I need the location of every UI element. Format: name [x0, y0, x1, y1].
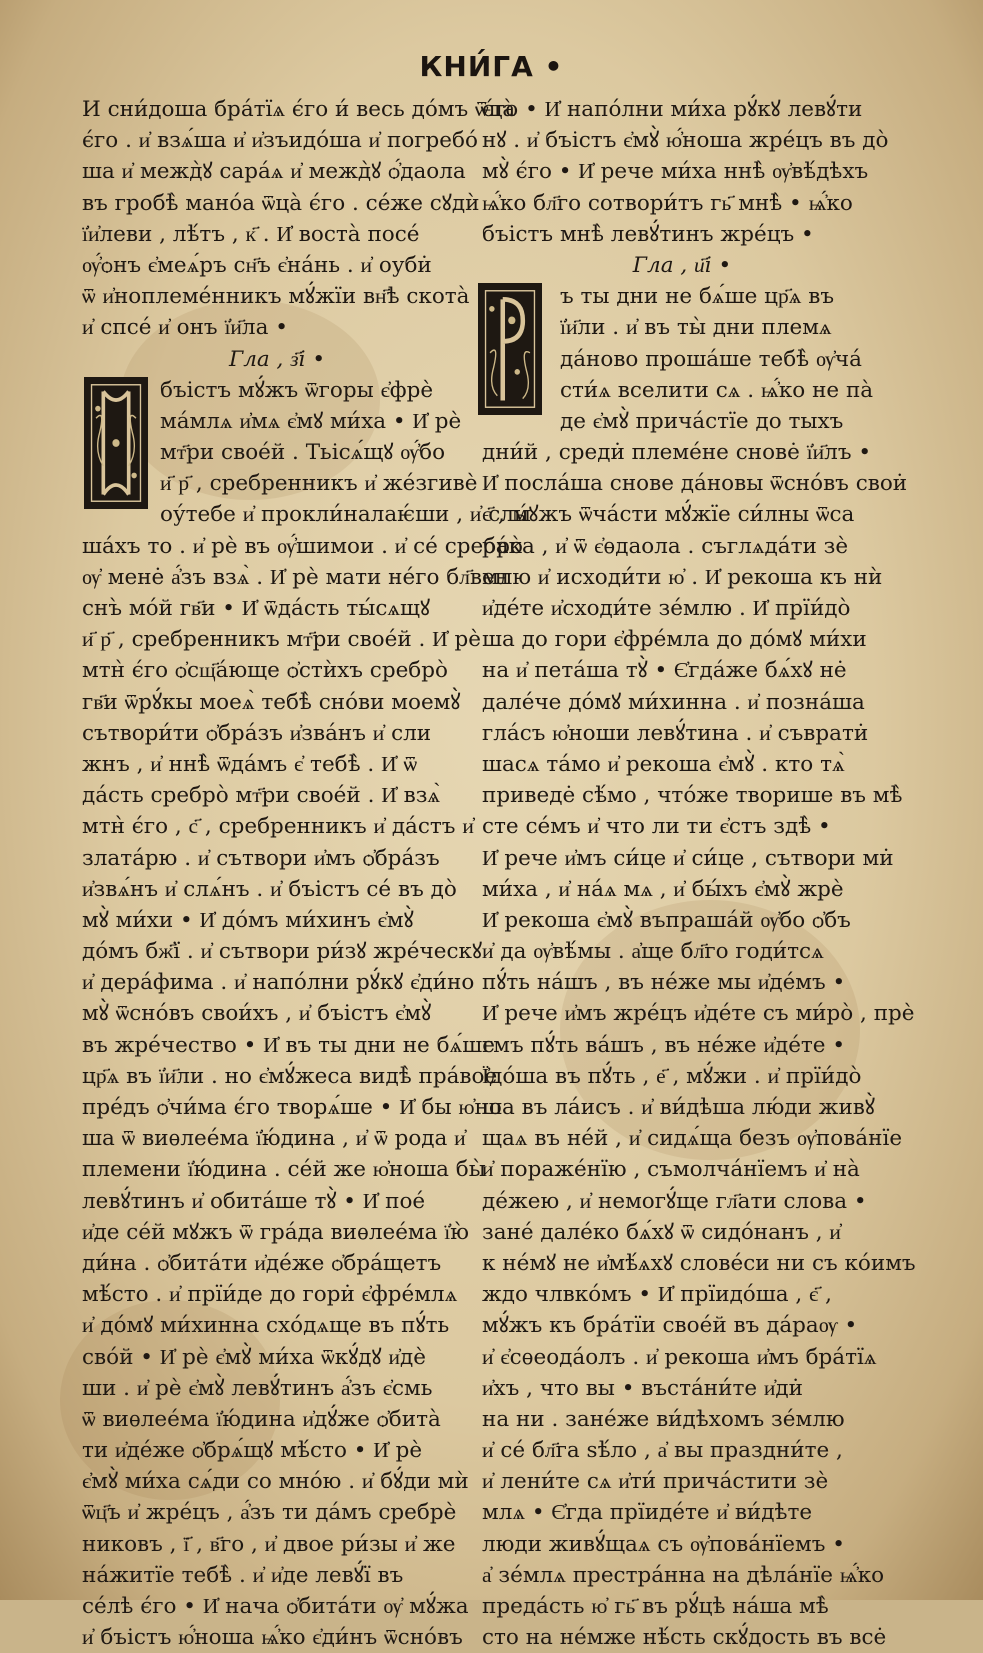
- text-line: є҆мꙋ̀ ми́ха сѧ́ди со мно́ю . и҆ бꙋ́ди мѝ: [82, 1469, 469, 1495]
- text-line: ти и҆де́же ѻ҆брѧ́щꙋ мѣ́сто • И҆ рѐ: [82, 1438, 423, 1464]
- text-line: въ жре́чество • И҆ въ ты дни не бѧ́ше: [82, 1032, 495, 1058]
- text-line: левꙋ́тинъ и҆ обита́ше тꙋ̀ • И҆ пое́: [82, 1188, 426, 1214]
- text-line: и҆ до́мꙋ ми́хинна схо́дѧще въ пꙋ́ть: [82, 1313, 450, 1339]
- text-line: гмъ пꙋ́ть ва́шъ , въ не́же и҆де́те •: [482, 1032, 846, 1058]
- text-line: ї҆и҃ли . и҆ въ ты̀ дни племѧ: [560, 315, 832, 341]
- left-column: [82, 94, 532, 1653]
- text-line: на и҆ пета́ша тꙋ̀ • Є҆гда́же бѧ́хꙋ не̇: [482, 658, 847, 684]
- text-block: [82, 531, 523, 1653]
- text-line: и҆де се́й мꙋжъ ѿ гра́да виѳлее́ма ї҆ю̀: [82, 1219, 469, 1245]
- text-line: а҆ зе́млѧ престра́нна на дѣла́нїе ѩ҆́ко: [482, 1562, 885, 1588]
- text-line: жнъ , и҆ ннѣ̀ ѿда́мъ є҆ тебѣ̀ . И҆ ѿ: [82, 751, 418, 777]
- text-line: И сни́доша бра́тїѧ є́го и́ весь до́мъ ѿца̀: [82, 97, 516, 122]
- text-line: де є҆мꙋ̀ прича́стїе до тыхъ: [560, 408, 844, 434]
- text-line: ди́на . ѻ҆бита́ти и҆де́же ѻ҆бра́щетъ: [82, 1250, 442, 1276]
- dropcap-block: [82, 375, 532, 531]
- text-line: пре́дъ ѻ҆чи́ма є́го творѧ́ше • И҆ бы ю҆но: [82, 1095, 502, 1120]
- text-line: мꙋ̀ ѿсно́въ свои́хъ , и҆ бъістъ є҆мꙋ̀: [82, 1001, 432, 1027]
- text-line: мтн̀ є́го ѻ҆сщ҃а́юще ѻ҆стѝхъ сребро̀: [82, 658, 448, 684]
- text-line: ши . и҆ рѐ є҆мꙋ̀ левꙋ́тинъ а҆́зъ є҆смь: [82, 1375, 433, 1401]
- dropcap-ornament-icon: [478, 283, 542, 415]
- text-line: И҆ рече и҆мъ жре́цъ и҆де́те съ ми́ро̀ , прѐ: [482, 1001, 915, 1027]
- text-line: се́лѣ є́го • И҆ нача ѻ҆бита́ти ѹ҆ мꙋ́жа: [82, 1594, 469, 1619]
- text-line: де́жею , и҆ немогꙋ́ще гл҃ати слова •: [482, 1188, 867, 1214]
- text-line: цр҃ѧ въ ї҆и҃ли . но є҆мꙋ́жеса видѣ̀ пра́вое: [82, 1063, 498, 1089]
- text-block: [482, 94, 889, 250]
- text-block: [482, 281, 882, 437]
- text-line: никовъ , ї҃ , в҃го , и҆ двое ри́зы и҆ же: [82, 1531, 456, 1557]
- text-line: приведе̇ сѣ́мо , что́же творише въ мѣ̀: [482, 783, 903, 809]
- text-line: оу́тебе и҆ прокли́налаѥ́ши , и҆ слы́: [160, 502, 532, 528]
- text-line: к не́мꙋ не и҆мѣ́ѧхꙋ слове́си ни съ ко́имъ: [482, 1250, 916, 1276]
- text-line: ша ѿ виѳлее́ма ї҆ю́дина , и҆ ѿ рода и҆: [82, 1126, 466, 1152]
- text-line: млю и҆ исходи́ти ю҆ . И҆ рекоша къ нѝ: [482, 564, 883, 590]
- text-line: гла́съ ю҆ноши левꙋ́тина . и҆ съврати̇: [482, 720, 869, 746]
- chapter-heading: Гла , з҃і •: [228, 346, 326, 372]
- text-line: преда́сть ю҆ гь҃ въ рꙋ́цѣ на́ша мѣ̀: [482, 1594, 829, 1619]
- text-line: и҆ се́ бл҃га ѕѣ́ло , а҆ вы праздни́те ,: [482, 1438, 843, 1464]
- text-line: И҆ посла́ша снове да́новы ѿсно́въ свои̇: [482, 471, 908, 497]
- text-line: и҆ спсе́ и҆ онъ ї҆и҃ла •: [82, 315, 288, 341]
- text-line: сътвори́ти ѻ҆бра́зъ и҆зва́нъ и҆ сли: [82, 720, 432, 746]
- text-line: сво́й • И҆ рѐ є҆мꙋ̀ ми́ха ѿкꙋ́дꙋ и҆дѐ: [82, 1344, 426, 1370]
- text-line: сти́ѧ вселити сѧ . ѩ҆́ко не па̀: [560, 377, 874, 403]
- text-line: бъістъ мнѣ̀ левꙋ́тинъ жре́цъ •: [482, 221, 814, 247]
- text-line: ї҆и҆леви , лѣ́тъ , к҃ . И҆ воста̀ посе́: [82, 221, 420, 247]
- text-line: мꙋ̀ є́го • И҆ рече ми́ха ннѣ̀ ѹ҆вѣ́дѣхъ: [482, 159, 869, 185]
- text-line: ѹ҆ мене̇ а҆́зъ взѧ̀ . И҆ рѐ мати не́го бл҃вен: [82, 564, 510, 590]
- text-line: до́мъ бж҃ї . и҆ сътвори ри́зꙋ жре́ческꙋ: [82, 939, 483, 965]
- text-line: мꙋ́жъ къ бра́тїи свое́й въ да́раѹ •: [482, 1313, 858, 1339]
- text-line: и҆ бъістъ ю҆́ноша ѩ҆́ко є҆ди́нъ ѿсно́въ: [82, 1625, 463, 1651]
- text-line: въ гробѣ̀ мано́а ѿца̀ є́го . се́же сꙋдѝ: [82, 190, 480, 216]
- text-line: и҆ да ѹ҆вѣ́мы . а҆ще бл҃го годи́тсѧ: [482, 939, 824, 965]
- text-line: сто на не́мже нѣ́сть скꙋ́дость въ все̇: [482, 1625, 887, 1651]
- text-line: мꙋ̀ ми́хи • И҆ до́мъ ми́хинъ є҆мꙋ̀: [82, 907, 414, 933]
- text-line: ма́млѧ и҆мѧ є҆мꙋ ми́ха • И҆ рѐ: [160, 408, 462, 434]
- text-line: И҆ рекоша є҆мꙋ̀ въпраша́й ѹ҆бо ѻ҆бъ: [482, 907, 851, 933]
- text-line: и҆ є҆сѳеода́олъ . и҆ рекоша и҆мъ бра́тїѧ: [482, 1344, 877, 1370]
- text-line: ѿ и҆ноплеме́нникъ мꙋ́жїи вн҃ѣ скота̀: [82, 284, 470, 310]
- text-line: да́сть сребро̀ мт҃ри свое́й . И҆ взѧ̀: [82, 783, 441, 809]
- running-header: КНИ́ГА •: [419, 50, 564, 83]
- text-line: люди живꙋ́щаѧ съ ѹ҆пова́нїемъ •: [482, 1531, 845, 1557]
- text-line: є҃ , мꙋжъ ѿча́сти мꙋ́жїе си́лны ѿса: [482, 502, 855, 528]
- text-line: и҃ р҃ , сребренникъ мт҃ри свое́й . И҆ рѐ: [82, 627, 482, 653]
- text-line: ша и҆ межд̀ꙋ сара́ѧ и҆ межд̀ꙋ ѻ҆́даола: [82, 159, 466, 185]
- text-line: мт҃ри свое́й . Тьісѧ́щꙋ ѹ҆́бо: [160, 440, 446, 466]
- text-line: на ни . зане́же ви́дѣхомъ зе́млю: [482, 1406, 845, 1432]
- text-line: мѣ́сто . и҆ прїи́де до гори̇ є҆фре́млѧ: [82, 1282, 458, 1308]
- text-line: ша́хъ то . и҆ рѐ въ ѹ҆́шимои . и҆ се́ сребро̀: [82, 533, 523, 559]
- text-line: зане́ дале́ко бѧ́хꙋ ѿ сидо́нанъ , и҆: [482, 1219, 841, 1245]
- text-line: и҆хъ , что вы • въста́ни́те и҆ди̇: [482, 1375, 803, 1401]
- text-line: дале́че до́мꙋ ми́хинна . и҆ позна́ша: [482, 689, 865, 715]
- text-line: ша въ ла́исъ . и҆ ви́дѣша лю́ди живꙋ̀: [482, 1095, 875, 1120]
- text-line: ѿ виѳлее́ма ї҆ю́дина и҆дꙋ́же ѻ҆бита̀: [82, 1406, 441, 1432]
- text-line: мтн̀ є́го , с҃ , сребренникъ и҆ да́стъ и҆: [82, 814, 474, 840]
- text-line: снъ̀ мо́й гв҃и • И҆ ѿда́сть ты́сѧщꙋ: [82, 596, 431, 621]
- text-line: ѩ҆́ко бл҃го сотвори́тъ гь҃ мнѣ̀ • ѩ҆́ко: [482, 190, 853, 216]
- text-line: и҆ лени́те сѧ и҆ти́ прича́стити зѐ: [482, 1469, 829, 1495]
- text-line: Ї҆до́ша въ пꙋ́ть , е҃ , мꙋ́жи . и҆ прїи́до̀: [482, 1063, 862, 1089]
- text-line: и҃ р҃ , сребренникъ и҆ же́згивѐ: [160, 471, 478, 497]
- text-line: И҆ рече и҆мъ си́це и҆ си́це , сътвори ми̇: [482, 845, 894, 871]
- text-line: ждо члвко́мъ • И҆ прїидо́ша , є҃ ,: [482, 1282, 832, 1308]
- text-line: шасѧ та́мо и҆ рекоша є҆мꙋ̀ . кто тѧ̀: [482, 751, 845, 777]
- text-line: ша до гори є҆фре́мла до до́мꙋ ми́хи: [482, 627, 867, 653]
- chapter-heading: Гла , и҃і •: [632, 252, 732, 278]
- text-line: є́го . и҆ взѧ́ша и҆ и҆зъидо́ша и҆ погребо́: [82, 128, 478, 154]
- text-line: сте се́мъ и҆ что ли ти є҆стъ здѣ̀ •: [482, 814, 831, 840]
- text-line: щаѧ въ не́й , и҆ сидѧ́ща безъ ѹ҆пова́нїе: [482, 1126, 903, 1152]
- text-line: є́го • И҆ напо́лни ми́ха рꙋ́кꙋ левꙋ́ти: [482, 97, 863, 122]
- text-line: ми́ха , и҆ на́ѧ мѧ , и҆ бы́хъ є҆мꙋ̀ жрѐ: [482, 876, 844, 902]
- text-block: [482, 437, 916, 1653]
- text-line: гв҃и ѿрꙋ́кы моеѧ̀ тебѣ̀ сно́ви моемꙋ̀: [82, 689, 461, 715]
- text-line: ѹ҆́ѻнъ є҆меѧ́ръ сн҃ъ є҆на́нь . и҆ оуби̇: [82, 252, 432, 278]
- text-line: и҆ дера́фима . и҆ напо́лни рꙋ́кꙋ є҆ди́но: [82, 970, 475, 996]
- text-line: племени ї҆ю́дина . се́й же ю҆ноша бы̀: [82, 1157, 486, 1183]
- text-line: да́ново проша́ше тебѣ̀ ѹ҆ча́: [560, 346, 862, 372]
- text-line: и҆де́те и҆сходи́те зе́млю . И҆ прїи́до̀: [482, 596, 851, 621]
- text-line: ра́ка , и҆ ѿ є҆ѳдаола . съглѧда́ти зѐ: [482, 533, 849, 559]
- right-column: [482, 94, 916, 1653]
- text-block: [82, 94, 516, 344]
- dropcap-ornament-icon: [84, 377, 148, 509]
- text-line: ѿц҃ъ и҆ жре́цъ , а҆́зъ ти да́мъ сребрѐ: [82, 1500, 457, 1526]
- text-line: млѧ • Є҆гда прїиде́те и҆ ви́дѣте: [482, 1500, 813, 1526]
- text-line: бъістъ мꙋ́жъ ѿгоры є҆фрѐ: [160, 377, 434, 403]
- text-line: ъ ты дни не бѧ́ше цр҃ѧ въ: [560, 284, 835, 310]
- text-line: и҆звѧ́нъ и҆ слѧ́нъ . и҆ бъістъ се́ въ до̀: [82, 876, 457, 902]
- text-line: злата́рю . и҆ сътвори и҆мъ ѻ҆бра́зъ: [82, 845, 440, 871]
- text-line: и҆ пораже́нїю , съмолча́нїемъ и҆ на̀: [482, 1157, 860, 1183]
- dropcap-block: [482, 281, 882, 437]
- text-line: дни́й , среди̇ племе́не снове̇ ї҆и҃лъ •: [482, 440, 872, 466]
- text-line: нꙋ . и҆ бъістъ є҆мꙋ̀ ю҆́ноша жре́цъ въ до̀: [482, 128, 889, 154]
- text-line: на́житїе тебѣ̀ . и҆ и҆де левꙋ́ї въ: [82, 1562, 404, 1588]
- text-line: пꙋ́ть на́шъ , въ не́же мы и҆де́мъ •: [482, 970, 846, 996]
